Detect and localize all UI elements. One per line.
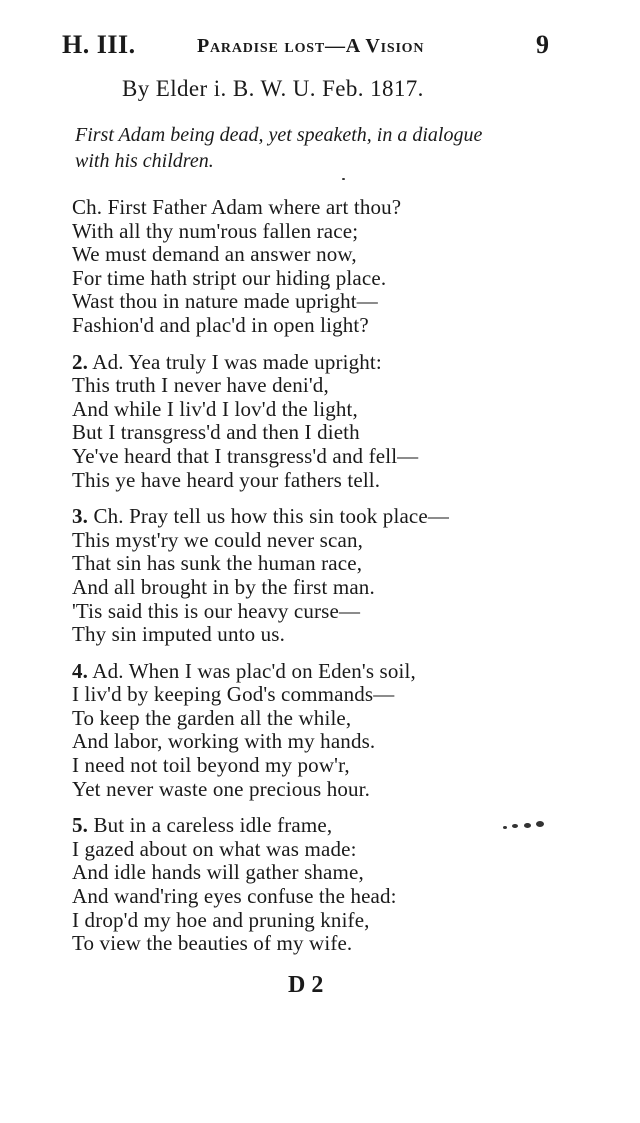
verse-line: And wand'ring eyes confuse the head: bbox=[72, 884, 397, 909]
verse-line: Yet never waste one precious hour. bbox=[72, 776, 371, 801]
verse-line: This truth I never have deni'd, bbox=[72, 373, 329, 398]
header-section-label: H. III. bbox=[62, 30, 136, 59]
verse-line: And all brought in by the first man. bbox=[72, 574, 375, 599]
stanza-4 bbox=[72, 660, 572, 802]
verse-line: 5. But in a careless idle frame, bbox=[72, 813, 333, 838]
running-header bbox=[62, 30, 572, 66]
stanza-number: 4. bbox=[72, 658, 89, 683]
stanza-number: 2. bbox=[72, 349, 89, 374]
verse-line: Ye've heard that I transgress'd and fell— bbox=[72, 443, 419, 468]
verse-line: This ye have heard your fathers tell. bbox=[72, 467, 381, 492]
poem-body bbox=[72, 196, 572, 969]
intro-line: First Adam being dead, yet speaketh, in a dialogue bbox=[75, 124, 483, 146]
page-number: 9 bbox=[536, 30, 549, 59]
verse-line: I drop'd my hoe and pruning knife, bbox=[72, 907, 370, 932]
ink-speck bbox=[524, 823, 531, 828]
stanza-3 bbox=[72, 505, 572, 647]
signature-mark: D 2 bbox=[288, 972, 324, 998]
verse-line: We must demand an answer now, bbox=[72, 242, 357, 267]
stanza-1 bbox=[72, 196, 572, 338]
verse-line: And while I liv'd I lov'd the light, bbox=[72, 396, 358, 421]
verse-line: Fashion'd and plac'd in open light? bbox=[72, 312, 369, 337]
intro-text bbox=[75, 122, 575, 174]
verse-line: 4. Ad. When I was plac'd on Eden's soil, bbox=[72, 658, 416, 683]
verse-line: With all thy num'rous fallen race; bbox=[72, 218, 359, 243]
stanza-number: 5. bbox=[72, 813, 89, 838]
verse-line: Thy sin imputed unto us. bbox=[72, 622, 286, 647]
ink-speck bbox=[512, 824, 518, 828]
verse-line: To keep the garden all the while, bbox=[72, 705, 352, 730]
verse-line: 3. Ch. Pray tell us how this sin took place— bbox=[72, 504, 450, 529]
verse-line: And idle hands will gather shame, bbox=[72, 860, 364, 885]
verse-line: To view the beauties of my wife. bbox=[72, 931, 353, 956]
ink-speck bbox=[536, 821, 544, 827]
verse-line: 'Tis said this is our heavy curse— bbox=[72, 598, 361, 623]
verse-line: I gazed about on what was made: bbox=[72, 836, 357, 861]
ink-speck bbox=[503, 826, 507, 829]
stanza-number: 3. bbox=[72, 504, 89, 529]
ink-speck bbox=[342, 178, 345, 180]
verse-line: Ch. First Father Adam where art thou? bbox=[72, 195, 402, 219]
verse-line: And labor, working with my hands. bbox=[72, 729, 376, 754]
stanza-2 bbox=[72, 351, 572, 493]
byline: By Elder i. B. W. U. Feb. 1817. bbox=[122, 76, 424, 101]
verse-line: I liv'd by keeping God's commands— bbox=[72, 682, 395, 707]
verse-line: Wast thou in nature made upright— bbox=[72, 289, 378, 314]
verse-line: 2. Ad. Yea truly I was made upright: bbox=[72, 349, 382, 374]
verse-line: For time hath stript our hiding place. bbox=[72, 265, 387, 290]
verse-line: That sin has sunk the human race, bbox=[72, 551, 363, 576]
intro-line: with his children. bbox=[75, 150, 214, 172]
verse-line: This myst'ry we could never scan, bbox=[72, 527, 363, 552]
verse-line: I need not toil beyond my pow'r, bbox=[72, 753, 350, 778]
stanza-5 bbox=[72, 814, 572, 956]
verse-line: But I transgress'd and then I dieth bbox=[72, 420, 360, 445]
header-title: Paradise lost—A Vision bbox=[197, 35, 425, 57]
